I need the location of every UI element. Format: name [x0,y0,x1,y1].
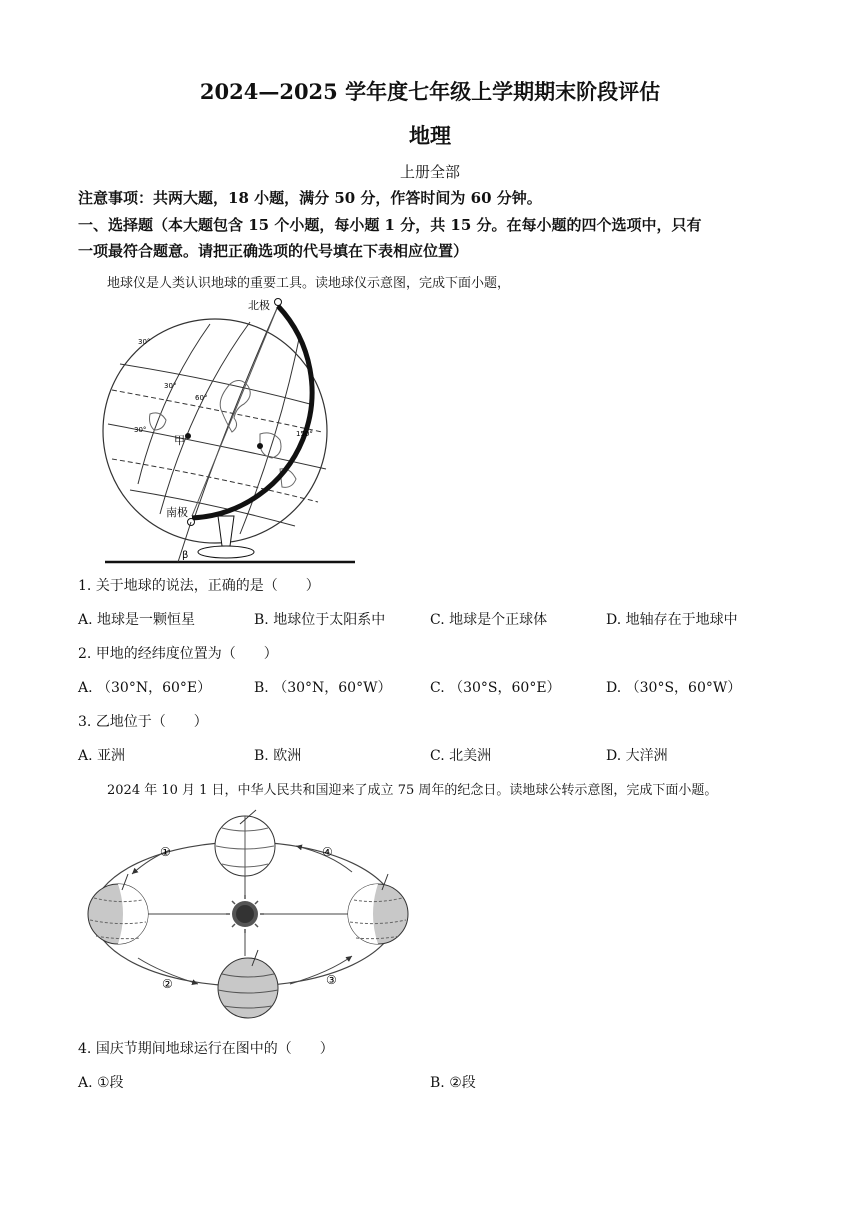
section-heading-line1: 一、选择题（本大题包含 15 个小题，每小题 1 分，共 15 分。在每小题的四个选项中，只有 [78,216,702,234]
option-1c[interactable]: C. 地球是个正球体 [430,612,548,628]
angle-label: β [182,550,189,561]
question-3: 3. 乙地位于（ ） [78,714,208,730]
option-2b[interactable]: B. （30°N，60°W） [254,680,392,696]
option-2a[interactable]: A. （30°N，60°E） [78,680,212,696]
subject-title: 地理 [409,123,451,148]
question-2: 2. 甲地的经纬度位置为（ ） [78,646,278,662]
orbit-intro: 2024 年 10 月 1 日，中华人民共和国迎来了成立 75 周年的纪念日。读地球公转示意图，完成下面小题。 [107,783,718,798]
segment-3-label: ③ [326,973,337,987]
orbit-diagram [80,808,410,1022]
question-1: 1. 关于地球的说法，正确的是（ ） [78,578,320,594]
question-4: 4. 国庆节期间地球运行在图中的（ ） [78,1041,334,1057]
earth-bottom [218,950,278,1018]
option-4a[interactable]: A. ①段 [78,1075,124,1091]
lon-label: 150° [296,430,313,438]
lat-label: 30° [164,382,177,390]
lat-label: 30° [138,338,151,346]
earth-left [88,874,148,944]
option-1b[interactable]: B. 地球位于太阳系中 [254,612,386,628]
scope-label: 上册全部 [399,163,460,181]
option-3d[interactable]: D. 大洋洲 [606,748,668,764]
earth-top [215,810,275,876]
north-pole-label: 北极 [248,299,270,312]
segment-1-label: ① [160,845,171,859]
section-heading-line2: 一项最符合题意。请把正确选项的代号填在下表相应位置） [78,242,469,260]
globe-diagram [100,294,370,570]
segment-4-label: ④ [322,845,333,859]
option-3c[interactable]: C. 北美洲 [430,748,492,764]
earth-right [348,874,408,944]
section-heading [78,212,798,264]
option-1d[interactable]: D. 地轴存在于地球中 [606,612,738,628]
option-2c[interactable]: C. （30°S，60°E） [430,680,561,696]
option-3b[interactable]: B. 欧洲 [254,748,302,764]
sun-icon [226,895,264,933]
lat-label: 30° [134,426,147,434]
point-yi-marker [257,443,263,449]
point-jia-label: 甲 [174,434,185,447]
segment-2-label: ② [162,977,173,991]
south-pole-label: 南极 [166,506,188,519]
meridian-ring [192,306,312,518]
option-2d[interactable]: D. （30°S，60°W） [606,680,742,696]
globe-intro: 地球仪是人类认识地球的重要工具。读地球仪示意图，完成下面小题， [107,276,511,291]
option-1a[interactable]: A. 地球是一颗恒星 [78,612,196,628]
lon-label: 60° [195,394,208,402]
option-4b[interactable]: B. ②段 [430,1075,476,1091]
exam-title: 2024—2025 学年度七年级上学期期末阶段评估 [199,79,661,104]
option-3a[interactable]: A. 亚洲 [78,748,126,764]
notice-text: 注意事项：共两大题，18 小题，满分 50 分，作答时间为 60 分钟。 [78,189,542,207]
point-jia-marker [185,433,191,439]
